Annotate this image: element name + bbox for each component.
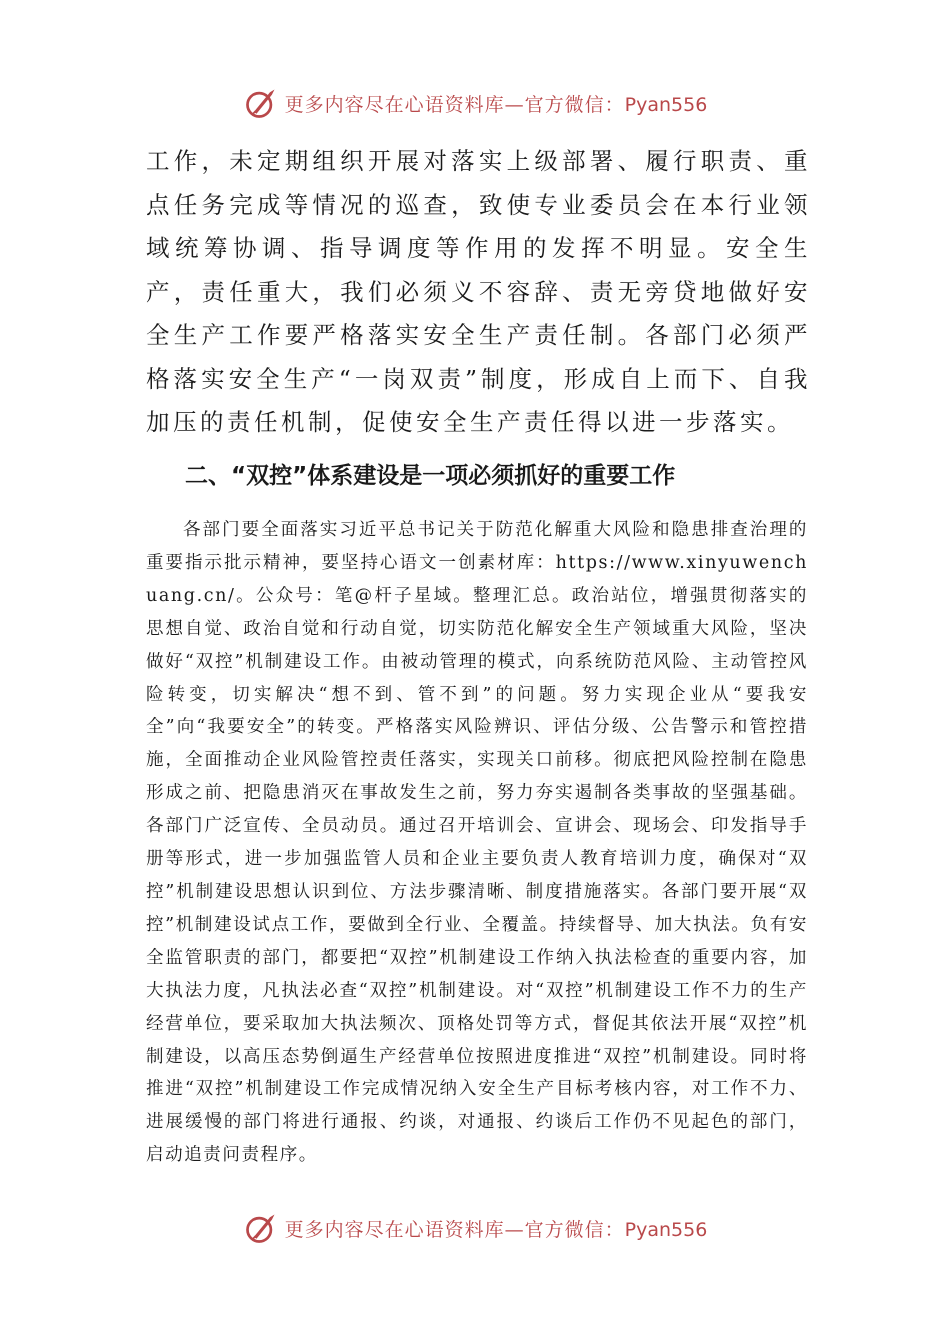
body-paragraph-2: 各部门要全面落实习近平总书记关于防范化解重大风险和隐患排查治理的重要指示批示精神，要坚持心语文一创素材库：https://www.xinyuwenchuang.cn/。公众号：笔@杆子星域。整理汇总。政治站位，增强贯彻落实的思想自觉、政治自觉和行动自觉，切实防范化解安全生产领域重大风险，坚决做好“双控”机制建设工作。由被动管理的模式，向系统防范风险、主动管控风险转变，切实解决“想不到、管不到”的问题。努力实现企业从“要我安全”向“我要安全”的转变。严格落实风险辨识、评估分级、公告警示和管控措施，全面推动企业风险管控责任落实，实现关口前移。彻底把风险控制在隐患形成之前、把隐患消灭在事故发生之前，努力夯实遏制各类事故的坚强基础。各部门广泛宣传、全员动员。通过召开培训会、宣讲会、现场会、印发指导手册等形式，进一步加强监管人员和企业主要负责人教育培训力度，确保对“双控”机制建设思想认识到位、方法步骤清晰、制度措施落实。各部门要开展“双控”机制建设试点工作，要做到全行业、全覆盖。持续督导、加大执法。负有安全监管职责的部门，都要把“双控”机制建设工作纳入执法检查的重要内容，加大执法力度，凡执法必查“双控”机制建设。对“双控”机制建设工作不力的生产经营单位，要采取加大执法频次、顶格处罚等方式，督促其依法开展“双控”机制建设，以高压态势倒逼生产经营单位按照进度推进“双控”机制建设。同时将推进“双控”机制建设工作完成情况纳入安全生产目标考核内容，对工作不力、进展缓慢的部门将进行通报、约谈，对通报、约谈后工作仍不见起色的部门，启动追责问责程序。: [146, 520, 808, 1166]
header-banner-text: 更多内容尽在心语资料库—官方微信：Pyan556: [284, 93, 708, 116]
footer-banner: [0, 1208, 950, 1248]
quill-logo-icon: [243, 85, 279, 121]
section-heading-2: 二、“双控”体系建设是一项必须抓好的重要工作: [185, 463, 676, 489]
quill-logo-icon: [243, 1210, 279, 1246]
body-paragraph-1: 工作，未定期组织开展对落实上级部署、履行职责、重点任务完成等情况的巡查，致使专业委员会在本行业领域统筹协调、指导调度等作用的发挥不明显。安全生产，责任重大，我们必须义不容辞、责无旁贷地做好安全生产工作要严格落实安全生产责任制。各部门必须严格落实安全生产“一岗双责”制度，形成自上而下、自我加压的责任机制，促使安全生产责任得以进一步落实。: [146, 147, 811, 436]
header-wechat-id: Pyan556: [624, 93, 708, 116]
header-banner: [0, 83, 950, 123]
footer-banner-text: 更多内容尽在心语资料库—官方微信：Pyan556: [284, 1218, 708, 1241]
footer-wechat-id: Pyan556: [624, 1218, 708, 1241]
